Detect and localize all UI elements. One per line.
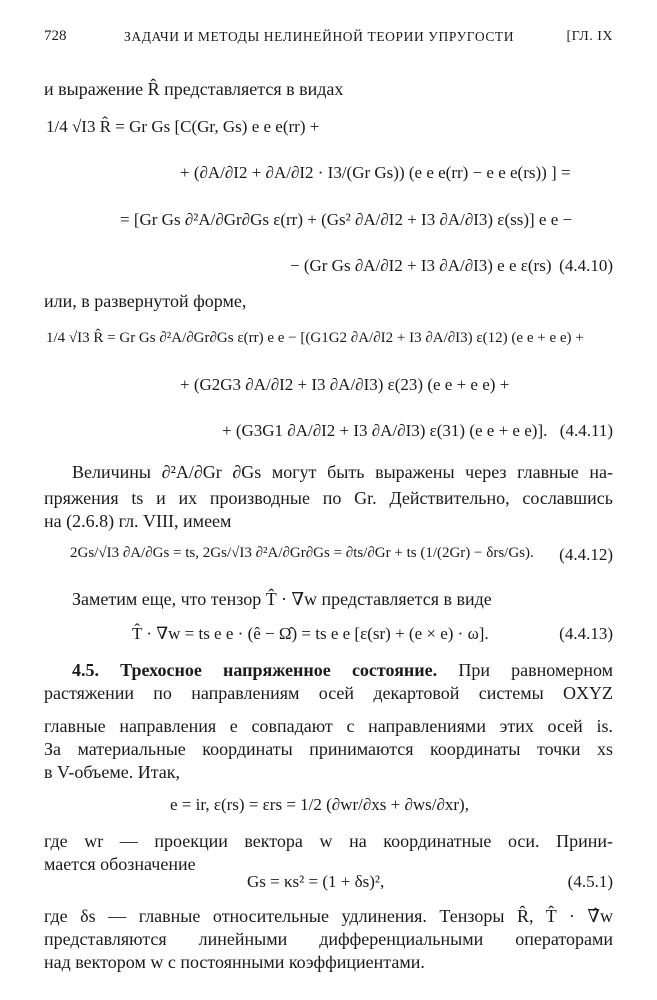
- equation-4-4-11-line-1: 1/4 √I3 R̂ = Gr Gs ∂²A/∂Gr∂Gs ε(rr) e e − [(G1G2 ∂A/∂I2 + I3 ∂A/∂I3) ε(12) (e e + e e) +: [46, 330, 584, 346]
- section-4-5-line-5: в V-объеме. Итак,: [44, 762, 181, 782]
- equation-4-4-12: 2Gs/√I3 ∂A/∂Gs = ts, 2Gs/√I3 ∂²A/∂Gr∂Gs = ∂ts/∂Gr + ts (1/(2Gr) − δrs/Gs).: [70, 545, 534, 561]
- paragraph-quantities-line-3: на (2.6.8) гл. VIII, имеем: [44, 511, 232, 531]
- chapter-label: [ГЛ. IX: [566, 29, 613, 44]
- equation-number: (4.4.13): [559, 624, 613, 643]
- paragraph-expanded: или, в развернутой форме,: [44, 291, 247, 311]
- paragraph-quantities-line-2: пряжения ts и их производные по Gr. Действительно, сославшись: [44, 488, 613, 508]
- equation-number: (4.4.11): [559, 421, 613, 440]
- paragraph-intro: и выражение R̂ представляется в видах: [44, 79, 344, 99]
- equation-number: (4.5.1): [567, 872, 613, 891]
- equation-4-5-1: Gs = κs² = (1 + δs)²,: [247, 872, 385, 891]
- equation-4-4-10-line-2: + (∂A/∂I2 + ∂A/∂I2 · I3/(Gr Gs)) (e e e(rr) − e e e(rs)) ] =: [180, 163, 571, 182]
- equation-4-4-13: T̂ · ∇w = ts e e · (ê − Ω̂) = ts e e [ε(sr) + (e × e) · ω].: [132, 624, 489, 643]
- paragraph-final-line-3: над вектором w с постоянными коэффициентами.: [44, 952, 425, 972]
- paragraph-projections-line-1: где wr — проекции вектора w на координатные оси. Прини-: [44, 831, 613, 851]
- paragraph-final-line-1: где δs — главные относительные удлинения. Тензоры R̂, T̂ · ∇̂w: [44, 906, 613, 926]
- equation-unnumbered: e = ir, ε(rs) = εrs = 1/2 (∂wr/∂xs + ∂ws/∂xr),: [170, 795, 469, 814]
- equation-number: (4.4.12): [559, 545, 613, 564]
- section-heading: 4.5. Трехосное напряженное состояние.: [72, 660, 438, 680]
- paragraph-tensor-note: Заметим еще, что тензор T̂ · ∇w представляется в виде: [72, 589, 492, 609]
- equation-number: (4.4.10): [559, 256, 613, 275]
- equation-4-4-11-line-2: + (G2G3 ∂A/∂I2 + I3 ∂A/∂I3) ε(23) (e e + e e) +: [180, 375, 510, 394]
- equation-4-4-10-line-3: = [Gr Gs ∂²A/∂Gr∂Gs ε(rr) + (Gs² ∂A/∂I2 + I3 ∂A/∂I3) ε(ss)] e e −: [120, 210, 573, 229]
- equation-4-4-10-line-1: 1/4 √I3 R̂ = Gr Gs [C(Gr, Gs) e e e(rr) +: [46, 117, 320, 136]
- running-title: ЗАДАЧИ И МЕТОДЫ НЕЛИНЕЙНОЙ ТЕОРИИ УПРУГОСТИ: [124, 29, 515, 44]
- section-4-5-first-line: [72, 659, 613, 682]
- paragraph-projections-line-2: мается обозначение: [44, 854, 196, 874]
- equation-4-4-10-line-4: − (Gr Gs ∂A/∂I2 + I3 ∂A/∂I3) e e ε(rs): [290, 256, 552, 275]
- section-text-start: При равномерном: [458, 660, 614, 680]
- paragraph-quantities-line-1: Величины ∂²A/∂Gr ∂Gs могут быть выражены через главные на-: [72, 462, 613, 482]
- paragraph-final-line-2: представляются линейными дифференциальными операторами: [44, 929, 613, 949]
- section-4-5-line-4: За материальные координаты принимаются координаты точки xs: [44, 739, 613, 759]
- running-header: [44, 28, 613, 50]
- section-4-5-line-2: растяжении по направлениям осей декартовой системы OXYZ: [44, 683, 613, 703]
- page-number: 728: [44, 28, 67, 44]
- section-4-5-line-3: главные направления e совпадают с направлениями этих осей is.: [44, 716, 613, 736]
- equation-4-4-11-line-3: + (G3G1 ∂A/∂I2 + I3 ∂A/∂I3) ε(31) (e e + e e)].: [222, 421, 548, 440]
